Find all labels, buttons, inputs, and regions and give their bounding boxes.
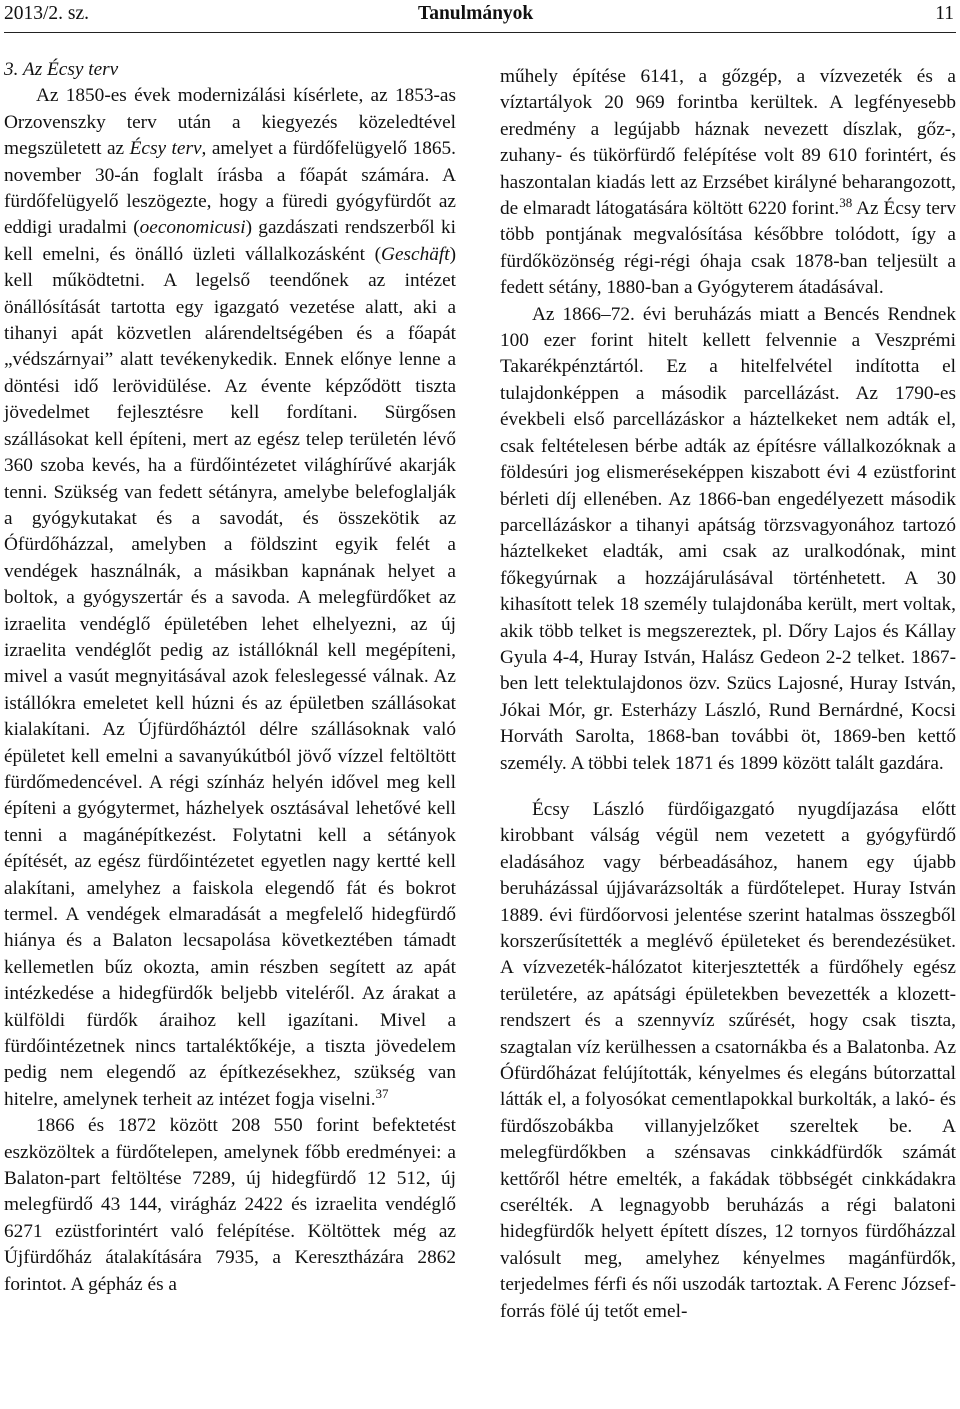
text-run: ) kell működtetni. A legelső teendőnek az intézet önállósítását tartotta egy igazgató vezetése alatt, aki a tihanyi apát közvetlen alárendeltségében és a főapát „védszárnyai” alatt tevékenykedik. Ennek előnye lenne a döntési idő lerövidülése. Az évente képződött tiszta jövedelmet fejlesztésre kell fordítani. Sürgősen szállásokat kell építeni, mert az egész telep területén lévő 360 szoba kevés, ha a fürdőintézetet világhírűvé akarják tenni. Szükség van fedett sétányra, amelybe belefoglalják a gyógykutakat és a savodát, és összekötik az Ófürdőházzal, amelyben a földszint egyik felét a vendégek használnák, a másikban kapnának helyet a boltok, a gyógyszertár és a savoda. A melegfürdőket az izraelita vendéglő épületében lehet elhelyezni, az új izraelita vendéglőt pedig az istállóknál kell megépíteni, mivel a vasút megnyitásával azok feleslegessé válnak. Az istállókra emeletet kell húzni és az épületben szállásokat kialakítani. Az Újfürdőháztól délre szállásoknak való épületet kell emelni a savanyúkútból jövő vízzel feltöltött fürdőmedencével. A régi színház helyén idővel meg kell építeni a gyógytermet, házhelyek osztásával lehetővé kell tenni a magánépítkezést. Folytatni kell a sétányok építését, az egész fürdőintézetet egyetlen nagy kertté kell alakítani, amelyhez a faiskola elegendő fát és bokrot termel. A vendégek elmaradását a megfelelő hidegfürdő hiánya és a Balaton lecsapolása következtében támadt kellemetlen bűz okozta, amin részben segített az apát intézkedése a hidegfürdők beljebb viteléről. Az árakat a külföldi fürdők áraihoz kell igazítani. Mivel a fürdőintézetnek nincs tartaléktőkéje, a tiszta jövedelem pedig nem elegendő az építkezésekhez, szükség van hitelre, amelynek terheit az intézet fogja viselni. — [4, 243, 456, 1110]
text-run: műhely építése 6141, a gőzgép, a vízvezeték és a víztartályok 20 969 forintba kerültek. A legfényesebb eredmény a legújabb háznak nevezett díszlak, gőz-, zuhany- és tükörfürdő felépítése volt 89 610 forintért, és haszontalan kiadás lett az Erzsébet királyné beharangozott, de elmaradt látogatására költött 6220 forint. — [500, 66, 956, 220]
italic-term: oeconomicusi — [139, 217, 246, 239]
text-run: ) gazdászati rendszerből ki kell emelni, és önálló üzleti vállalkozásként ( — [4, 217, 456, 265]
page-number: 11 — [935, 3, 954, 24]
paragraph: Écsy László fürdőigazgató nyugdíjazása előtt kirobbant válság végül nem vezetett a gyógyfürdő eladásához vagy bérbeadásához, hanem egy újabb beruházással újjávarázsolták a fürdőtelepet. Huray István 1889. évi fürdőorvosi jelentése szerint hatalmas összegből korszerűsítették a meglévő épületeket és berendezésüket. A vízvezeték-hálózatot kiterjesztették a fürdőhely egész területére, az apátsági épületekben bevezették a klozett-rendszert és a szennyvíz szűrését, hogy csak tiszta, szagtalan víz kerülhessen a csatornákba és a Balatonba. Az Ófürdőházat felújították, kényelmes és elegáns bútorzattal látták el, a folyosókat cementlapokkal burkolták, a lakó- és fürdőszobákba villanyjelzőket szereltek be. A melegfürdőkben a szénsavas cinkkádfürdők számát kettőről hétre emelték, a fakádak többségét cinkkádakra cserélték. A legnagyobb beruházás a régi balatoni hidegfürdők helyett épített díszes, 12 tornyos fürdőházzal valósult meg, amelyhez kényelmes magánfürdők, terjedelmes férfi és női uszodák tartoztak. A Ferenc József-forrás fölé új tetőt emel- — [500, 798, 956, 1322]
page-header — [0, 0, 960, 40]
left-column — [4, 57, 456, 1298]
italic-term: Geschäft — [381, 243, 450, 265]
footnote-ref[interactable]: 38 — [839, 195, 853, 211]
italic-term: Écsy terv — [129, 138, 202, 160]
paragraph: 1866 és 1872 között 208 550 forint befektetést eszközöltek a fürdőtelepen, amelynek főbb eredményei: a Balaton-part feltöltése 7289, új hidegfürdő 12 512, új melegfürdő 43 144, virágház 2422 és izraelita vendéglő 6271 ezüstforintért való felépítése. Költöttek még az Újfürdőház átalakítására 7935, a Keresztházára 2862 forintot. A gépház és a — [4, 1115, 456, 1295]
right-column — [500, 64, 956, 1325]
section-title: 3. Az Écsy terv — [4, 59, 119, 80]
paragraph — [500, 64, 956, 302]
text-run: Az 1850-es évek modernizálási kísérlete, az 1853-as Orzovenszky terv után a kiegyezés közeledtével megszületett az — [4, 85, 456, 160]
footnote-ref[interactable]: 37 — [375, 1085, 389, 1101]
section-label: Tanulmányok — [418, 3, 534, 24]
issue-label: 2013/2. sz. — [4, 3, 90, 24]
paragraph: Az 1866–72. évi beruházás miatt a Bencés Rendnek 100 ezer forint hitelt kellett felvennie a Veszprémi Takarékpénztártól. Ez a hitelfelvétel indította el tulajdonképpen a második parcellázást. Az 1790-es évekbeli első parcellázáskor a háztelkeket nem adták el, csak feltételesen bérbe adták az építésre vállalkozóknak a földesúri jog elismeréseképpen kiszabott évi 4 ezüstforint bérleti díj ellenében. Az 1866-ban engedélyezett második parcellázáskor a tihanyi apátság törzsvagyonához tartozó háztelkeket eladták, ami csak az uralkodónak, mint főkegyúrnak a hozzájárulásával történhetett. A 30 kihasított telek 18 személy tulajdonába került, mert voltak, akik több telket is megszereztek, pl. Dőry Lajos és Kállay Gyula 4-4, Huray István, Halász Gedeon 2-2 telket. 1867-ben lett telektulajdonos özv. Szücs Lajosné, Huray István, Jókai Mór, gr. Esterházy László, Rund Bernárdné, Kocsi Horváth Sarolta, 1868-ban további öt, 1869-ben kettő személy. A többi telek 1871 és 1899 között talált gazdára. — [500, 303, 956, 774]
header-rule — [4, 32, 956, 33]
text-run: Az Écsy terv több pontjának megvalósítása későbbre tolódott, így a fürdőközönség régi-régi óhaja csak 1878-ban teljesült a fedett sétány, 1880-ban a Gyógyterem átadásával. — [500, 198, 956, 299]
paragraph — [4, 83, 456, 1113]
text-run: , amelyet a fürdőfelügyelő 1865. november 30-án foglalt írásba a főapát számára. A fürdőfelügyelő leszögezte, hogy a füredi gyógyfürdőt az eddigi uradalmi ( — [4, 138, 456, 239]
